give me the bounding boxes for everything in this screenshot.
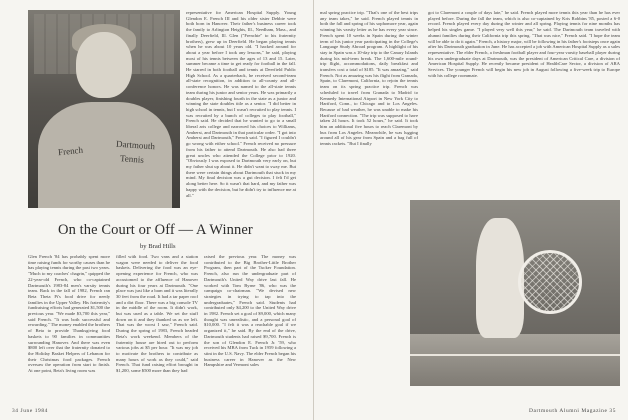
body-column-2: filled with food. Two vans and a station wagon were needed to deliver the food baskets. Delivering the food was an eye-opening experience for French, who was accustomed to the affluence of Hanover during his four years at Dartmouth. "One place was just like a barn and it was literally 30 feet from the road. It had a tar paper roof and a dirt floor. There was a big console TV in the middle of the room. It didn't work, but was used as a table. We set the stuff down on it and they thanked us as we left. That was the worst I saw," French said. During the spring of 1983, French headed Beta's work weekend. Members of the fraternity house are hired out to perform various jobs at $5 per hour. "It was my job to motivate the brothers to contribute as many hours of work as they could," said French. That fund raising effort brought in $1,200, some $500 more than they had: [116, 254, 198, 374]
body-column-1: Glen French '84 has probably spent more time raising funds for worthy causes than he has playing tennis during the past two years. "Much to my coaches' chagrin," quipped the 22-year-old French, who co-captained Dartmouth's 1983-84 men's varsity tennis team. Back in the fall of 1982, French ran Beta Theta Pi's food drive for needy families in the Upper Valley. His fraternity's fundraising efforts had generated $1,500 the previous year. "We made $3,700 this year," said French. "It was both successful and rewarding." The money enabled the brothers of Beta to provide Thanksgiving food baskets to 90 families in communities surrounding Hanover. And there was even $800 left over that the fraternity donated to the Holiday Basket Helpers of Lebanon for their Christmas food packages. French oversaw the operation from start to finish. At one point, Beta's living room was: [28, 254, 110, 374]
article-headline: On the Court or Off — A Winner: [58, 222, 253, 238]
body-column-right-1: mal spring practice trip. "That's one of the best trips any team takes," he said. French played tennis in both the fall and spring of his sophomore year, again winning his varsity letter as he has every year since. French spent 10 weeks in Spain during the winter term of his junior year participating in the College's Language Study Abroad program. A highlight of his stay in Spain was a 10-day trip to the Canary Islands during his mid-term break. The 1,600-mile round-trip flight, accommodations, daily breakfast and transfers cost a total of $185. "It was amazing," said French. Not as amazing was his flight from Granada, Spain, to Claremont, California, to rejoin the tennis team on its spring practice trip. French was scheduled to travel from Granada to Madrid to Kennedy International Airport in New York City to Hartford, Conn., to Chicago and to Los Angeles. Because of bad weather, he was unable to make his Hartford connection. "The trip was supposed to have taken 24 hours. It took 52 hours," he said. It took him an additional five hours to reach Claremont by bus from Los Angeles. Meanwhile, he was lugging around all of his gear from Spain and a bag full of tennis rackets. "But I finally: [320, 10, 418, 147]
body-column-3: raised the previous year. The money was contributed to the Big Brother-Little Brother Program, then part of the Tucker Foundation. French, also run the undergraduate part of Dartmouth's United Way drive last fall. He worked with Tom Byrne '86, who was the campaign co-chairman. "We devised new strategies in trying to tap into the undergraduates," French said. Students had contributed only $4,200 to the United Way drive in 1982. French set a goal of $9,000, which many thought was unrealistic, and a personal goal of $10,000. "I felt it was a reachable goal if we organized it," he said. By the end of the drive, Dartmouth students had raised $9,700. French is the son of Glendon E. French Jr. '59, who received his MBA from Tuck in 1959 following a stint in the U.S. Navy. The elder French began his business career in Hanover as the New Hampshire and Vermont sales: [204, 254, 296, 368]
page-folio-right: Dartmouth Alumni Magazine 35: [528, 408, 616, 414]
article-byline: by Brad Hills: [140, 243, 176, 250]
right-page: [314, 0, 628, 420]
body-column-top-right: representative for American Hospital Supply. Young Glendon E. French III and his older sister Debbie were both born in Hanover. Their father's business career took the family to Arlington Heights, Ill., Needham, Mass., and finally Deerfield, Ill. Glen ("Frenchie" to his fraternity brothers), grew up in Deerfield. He began playing tennis when he was about 10 years old. "I hacked around for about a year before I took any lessons," he said, playing most of his tennis between the ages of 13 and 15. Later, summer became a time to get ready for football in the fall. He starred in both football and tennis at Deerfield Public High School. As a quarterback, he received second-team all-state recognition, in addition to all-county and all-conference honors. He was named to the all-state tennis team during his junior and senior years. He was primarily a doubles player, finishing fourth in the state as a junior and winning the state doubles title as a senior. "I did better in high school in tennis, but I wasn't recruited to play tennis. I was recruited by a bunch of colleges to play football," French said. He decided that he wanted to go to a small liberal arts college and narrowed his choices to Williams, Amherst, and Dartmouth in that particular order. "I got into Amherst and Dartmouth," French said. "I figured I couldn't go wrong with either school." French received no pressure from his father to attend Dartmouth. He also had three great uncles who attended the College prior to 1920. "Obviously I was exposed to Dartmouth very early on, but my father shut up about it. He didn't want to sway me. But there were certain things about Dartmouth that stuck in my mind. My final decision was a gut decision. I felt I'd get along better here. So it wasn't that hard, and my father was happy with the decision, but he didn't try to influence me at all.": [186, 10, 296, 198]
photo-face: [76, 32, 132, 98]
shirt-text-school: Dartmouth: [115, 138, 156, 152]
tennis-court: [410, 334, 620, 386]
page-folio-left: 34 June 1984: [12, 408, 48, 414]
portrait-photo: [28, 10, 180, 208]
shirt-text-sport: Tennis: [119, 153, 145, 165]
shirt-text-name: French: [57, 144, 84, 158]
body-column-right-2: got to Claremont a couple of days late," he said. French played more tennis this year than he has ever played before. During the fall the team, which is also co-captained by Kris Robbins '85, posted a 6-0 record. French played every day during the winter and all spring. Playing tennis for nine months has helped his singles game. "I played very well this year," he said. The Dartmouth team traveled with alumni families during their California trip this spring. "That was nice," French said. "I hope the team will be able to do it again." French, a history major, will be following in his father's footsteps once again after his Dartmouth graduation in June. He has accepted a job with American Hospital Supply as a sales representative. The elder French, a freshman football player and four-year varsity baseball player during his own undergraduate days at Dartmouth, was the president of American Critical Care, a division of American Hospital Supply. He recently became president of HealthCare Sector, a division of ARA Services. The younger French will begin his new job in August following a five-week trip to Europe with his college roommate.: [428, 10, 620, 78]
tennis-player: [476, 218, 524, 338]
tennis-photo: [410, 200, 620, 386]
tennis-racket-icon: [518, 250, 582, 314]
court-line: [410, 354, 620, 356]
